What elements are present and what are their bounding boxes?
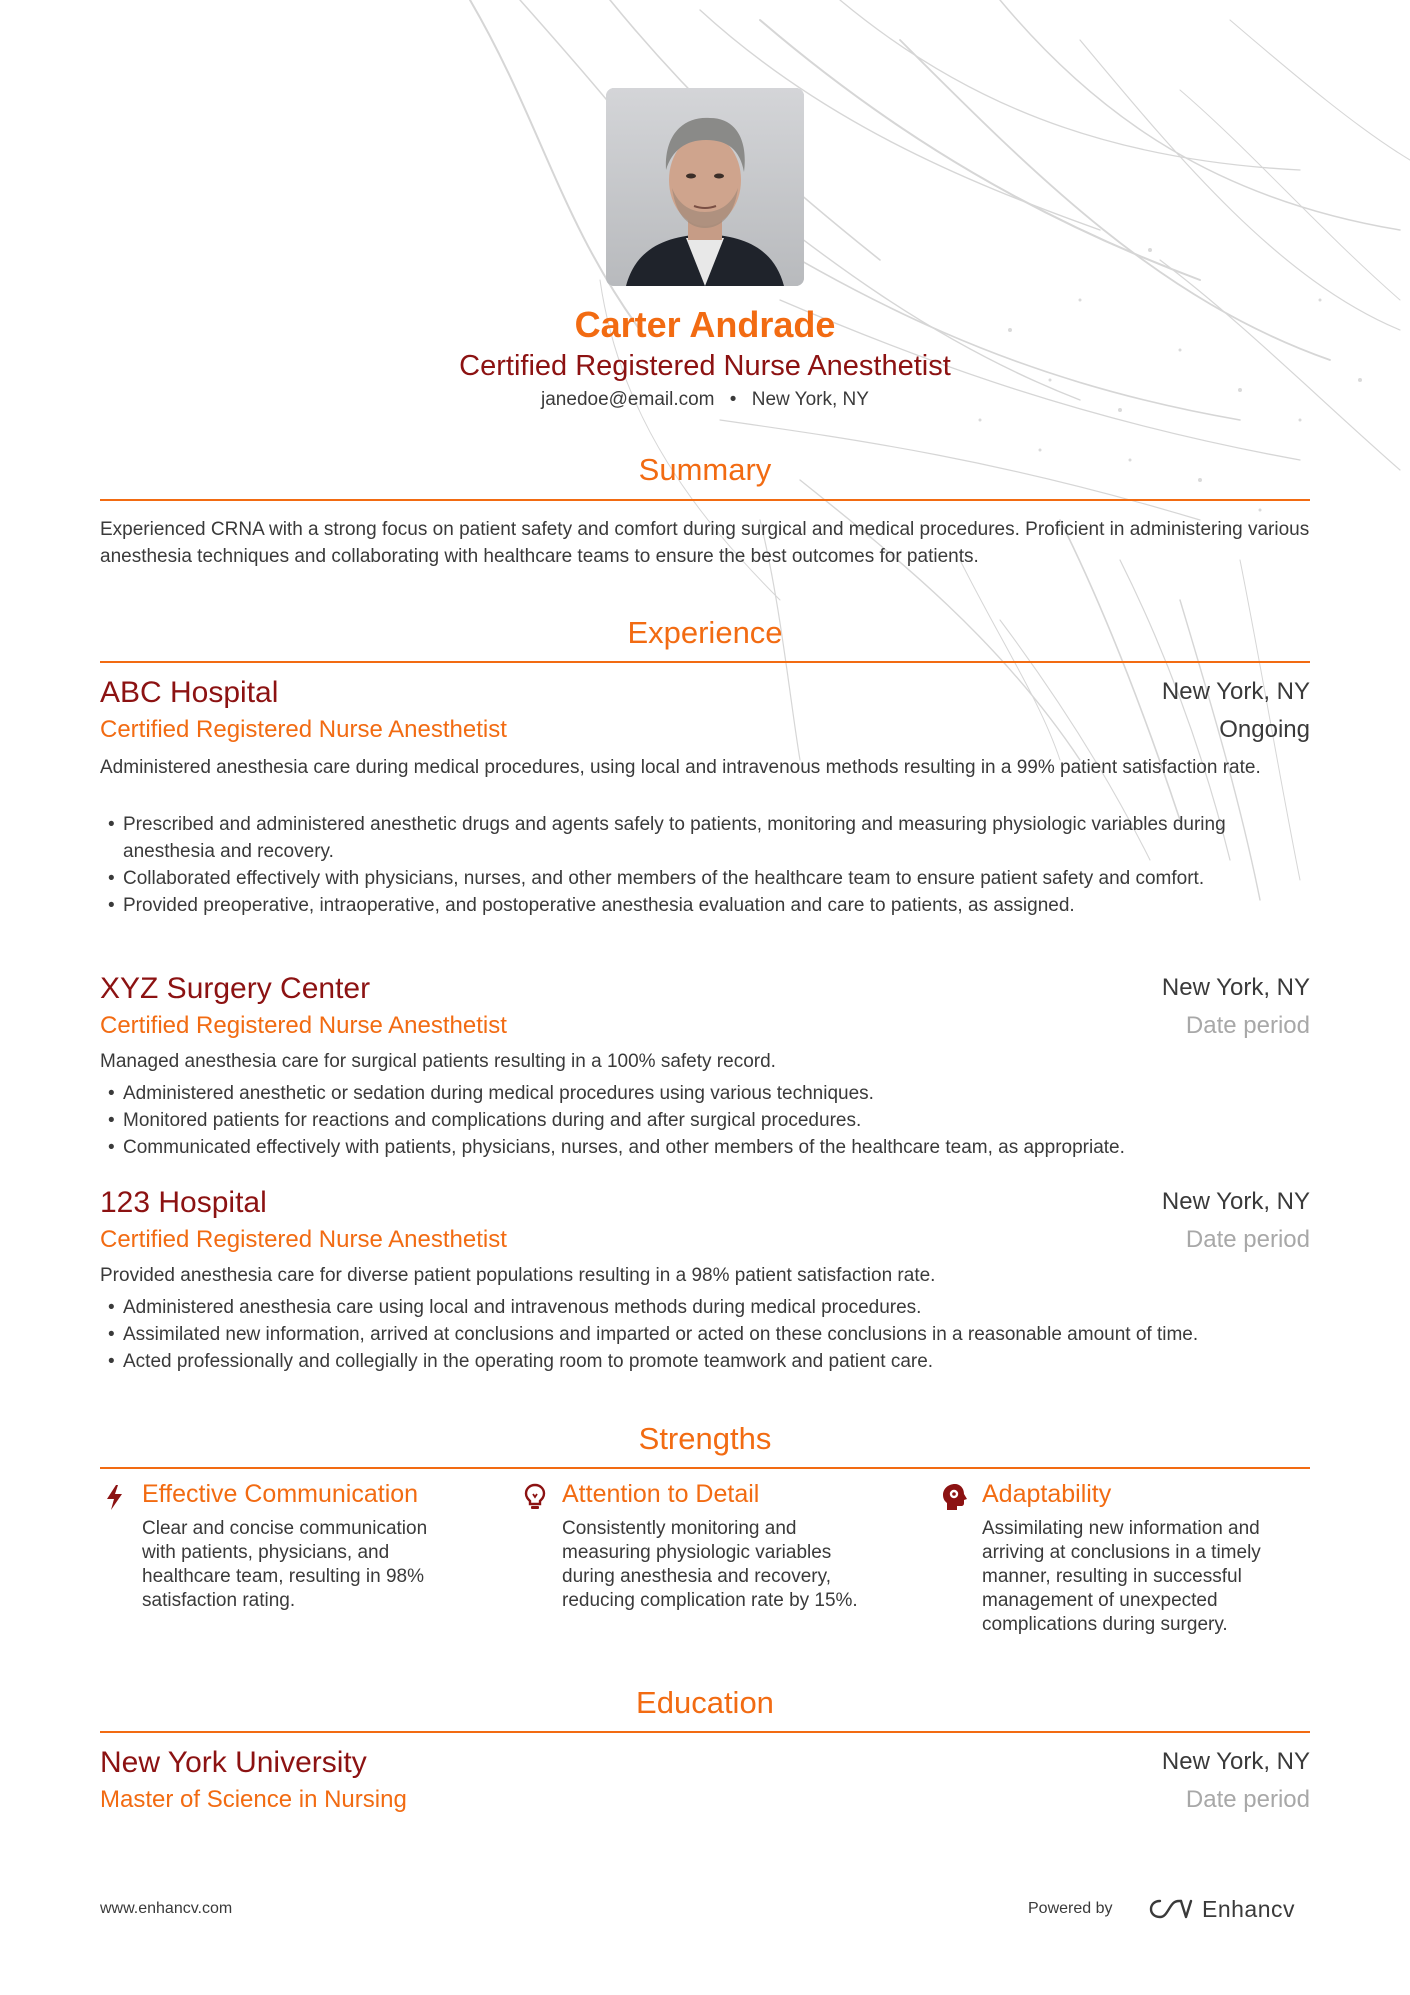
experience-divider — [100, 661, 1310, 663]
job-date: Ongoing — [1219, 716, 1310, 743]
job-bullets — [100, 1294, 1310, 1375]
contact-email[interactable]: janedoe@email.com — [541, 389, 715, 410]
contact-location: New York, NY — [751, 389, 869, 410]
job-company: XYZ Surgery Center — [100, 972, 371, 1005]
education-degree: Master of Science in Nursing — [100, 1786, 407, 1813]
powered-by-label: Powered by — [1028, 1900, 1113, 1917]
strength-title: Effective Communication — [142, 1480, 419, 1508]
summary-heading: Summary — [638, 452, 772, 487]
experience-heading: Experience — [627, 615, 783, 650]
education-date: Date period — [1185, 1786, 1310, 1813]
job-description: Managed anesthesia care for surgical patients resulting in a 100% safety record. — [100, 1051, 776, 1072]
job-company: 123 Hospital — [100, 1186, 267, 1219]
job-location: New York, NY — [1161, 974, 1310, 1001]
list-item: • Administered anesthetic or sedation during medical procedures using various techniques. — [100, 1080, 1310, 1107]
strength-title: Attention to Detail — [562, 1480, 760, 1508]
job-role: Certified Registered Nurse Anesthetist — [100, 1226, 507, 1253]
summary-text: Experienced CRNA with a strong focus on patient safety and comfort during surgical and medical procedures. Proficient in administering various anesthesia techniques and collaborating with healthcare teams to ensure the best outcomes for patients. — [100, 519, 1310, 567]
candidate-name: Carter Andrade — [574, 304, 836, 345]
list-item: • Administered anesthesia care using local and intravenous methods during medical procedures. — [100, 1294, 1310, 1321]
footer-url[interactable]: www.enhancv.com — [100, 1900, 233, 1917]
list-item: • Collaborated effectively with physicians, nurses, and other members of the healthcare team to ensure patient safety and comfort. — [100, 865, 1310, 892]
job-date: Date period — [1185, 1012, 1310, 1039]
job-bullets — [100, 1080, 1310, 1161]
strength-text: Clear and concise communication with patients, physicians, and healthcare team, resulting in 98% satisfaction rating. — [142, 1518, 428, 1611]
education-location: New York, NY — [1161, 1748, 1310, 1775]
strength-text: Consistently monitoring and measuring physiologic variables during anesthesia and recovery, reducing complication rate by 15%. — [562, 1518, 858, 1611]
list-item: • Acted professionally and collegially in the operating room to promote teamwork and patient care. — [100, 1348, 1310, 1375]
strength-title: Adaptability — [982, 1480, 1112, 1508]
job-description: Administered anesthesia care during medical procedures, using local and intravenous methods resulting in a 99% patient satisfaction rate. — [100, 757, 1261, 778]
head-gear-icon — [940, 1482, 970, 1512]
summary-divider — [100, 499, 1310, 501]
lightbulb-icon — [520, 1482, 550, 1512]
contact-line — [0, 389, 1410, 411]
list-item: • Monitored patients for reactions and complications during and after surgical procedures. — [100, 1107, 1310, 1134]
strengths-divider — [100, 1467, 1310, 1469]
job-role: Certified Registered Nurse Anesthetist — [100, 716, 507, 743]
brand-name: Enhancv — [1202, 1895, 1296, 1922]
strengths-heading: Strengths — [638, 1421, 772, 1456]
education-school: New York University — [100, 1746, 367, 1779]
list-item: • Prescribed and administered anesthetic drugs and agents safely to patients, monitoring and measuring physiologic variables during anesthesia and recovery. — [100, 811, 1310, 865]
job-description: Provided anesthesia care for diverse patient populations resulting in a 98% patient satisfaction rate. — [100, 1265, 936, 1286]
brand-logo[interactable] — [1148, 1892, 1295, 1926]
job-location: New York, NY — [1161, 678, 1310, 705]
list-item: • Communicated effectively with patients, physicians, nurses, and other members of the healthcare team, as appropriate. — [100, 1134, 1310, 1161]
candidate-title: Certified Registered Nurse Anesthetist — [459, 350, 951, 382]
education-heading: Education — [636, 1685, 774, 1720]
list-item: • Assimilated new information, arrived at conclusions and imparted or acted on these conclusions in a reasonable amount of time. — [100, 1321, 1310, 1348]
job-location: New York, NY — [1161, 1188, 1310, 1215]
enhancv-logo-icon — [1148, 1897, 1194, 1921]
job-bullets — [100, 811, 1310, 919]
strength-text: Assimilating new information and arriving at conclusions in a timely manner, resulting in successful management of unexpected complications during surgery. — [982, 1518, 1261, 1635]
education-divider — [100, 1731, 1310, 1733]
job-role: Certified Registered Nurse Anesthetist — [100, 1012, 507, 1039]
job-date: Date period — [1185, 1226, 1310, 1253]
list-item: • Provided preoperative, intraoperative, and postoperative anesthesia evaluation and care to patients, as assigned. — [100, 892, 1310, 919]
profile-photo — [606, 88, 804, 286]
lightning-icon — [100, 1482, 130, 1512]
job-company: ABC Hospital — [100, 676, 279, 709]
contact-separator: • — [729, 389, 737, 410]
